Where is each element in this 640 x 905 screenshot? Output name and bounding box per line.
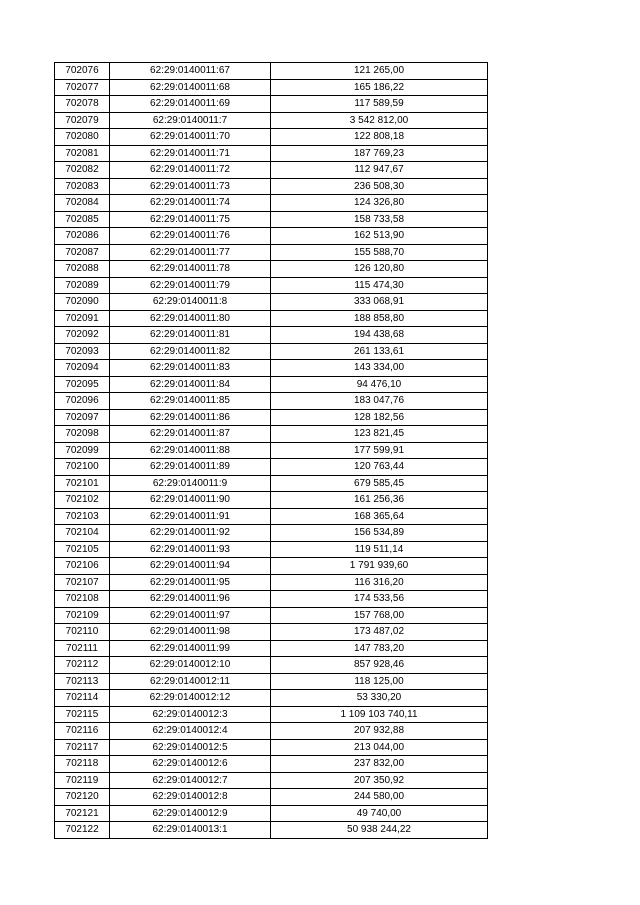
cadastral-number-cell: 62:29:0140011:93 <box>110 541 271 558</box>
cadastral-value-cell: 143 334,00 <box>271 360 488 377</box>
cadastral-value-cell: 236 508,30 <box>271 178 488 195</box>
row-id-cell: 702090 <box>55 294 110 311</box>
cadastral-number-cell: 62:29:0140011:96 <box>110 591 271 608</box>
cadastral-value-cell: 156 534,89 <box>271 525 488 542</box>
table-row <box>55 96 488 113</box>
table-row <box>55 244 488 261</box>
table-row <box>55 426 488 443</box>
row-id-cell: 702089 <box>55 277 110 294</box>
row-id-cell: 702104 <box>55 525 110 542</box>
row-id-cell: 702096 <box>55 393 110 410</box>
cadastral-number-cell: 62:29:0140011:7 <box>110 112 271 129</box>
cadastral-number-cell: 62:29:0140011:97 <box>110 607 271 624</box>
cadastral-value-cell: 183 047,76 <box>271 393 488 410</box>
cadastral-number-cell: 62:29:0140011:74 <box>110 195 271 212</box>
cadastral-number-cell: 62:29:0140012:8 <box>110 789 271 806</box>
row-id-cell: 702098 <box>55 426 110 443</box>
cadastral-number-cell: 62:29:0140011:99 <box>110 640 271 657</box>
table-row <box>55 607 488 624</box>
table-row <box>55 228 488 245</box>
cadastral-number-cell: 62:29:0140012:11 <box>110 673 271 690</box>
table-row <box>55 393 488 410</box>
cadastral-number-cell: 62:29:0140011:82 <box>110 343 271 360</box>
cadastral-value-cell: 115 474,30 <box>271 277 488 294</box>
cadastral-value-cell: 207 350,92 <box>271 772 488 789</box>
cadastral-value-cell: 168 365,64 <box>271 508 488 525</box>
row-id-cell: 702083 <box>55 178 110 195</box>
table-row <box>55 640 488 657</box>
cadastral-number-cell: 62:29:0140011:86 <box>110 409 271 426</box>
cadastral-number-cell: 62:29:0140011:69 <box>110 96 271 113</box>
cadastral-value-cell: 1 791 939,60 <box>271 558 488 575</box>
table-row <box>55 475 488 492</box>
row-id-cell: 702076 <box>55 63 110 80</box>
cadastral-number-cell: 62:29:0140011:83 <box>110 360 271 377</box>
row-id-cell: 702122 <box>55 822 110 839</box>
table-row <box>55 739 488 756</box>
row-id-cell: 702106 <box>55 558 110 575</box>
table-row <box>55 409 488 426</box>
cadastral-value-cell: 237 832,00 <box>271 756 488 773</box>
table-body <box>55 63 488 839</box>
cadastral-number-cell: 62:29:0140011:95 <box>110 574 271 591</box>
row-id-cell: 702092 <box>55 327 110 344</box>
row-id-cell: 702082 <box>55 162 110 179</box>
table-row <box>55 492 488 509</box>
table-row <box>55 591 488 608</box>
row-id-cell: 702107 <box>55 574 110 591</box>
cadastral-value-cell: 158 733,58 <box>271 211 488 228</box>
table-row <box>55 541 488 558</box>
cadastral-number-cell: 62:29:0140011:90 <box>110 492 271 509</box>
cadastral-value-cell: 116 316,20 <box>271 574 488 591</box>
row-id-cell: 702113 <box>55 673 110 690</box>
row-id-cell: 702115 <box>55 706 110 723</box>
row-id-cell: 702099 <box>55 442 110 459</box>
row-id-cell: 702112 <box>55 657 110 674</box>
table-row <box>55 508 488 525</box>
row-id-cell: 702110 <box>55 624 110 641</box>
table-row <box>55 145 488 162</box>
row-id-cell: 702101 <box>55 475 110 492</box>
cadastral-number-cell: 62:29:0140011:76 <box>110 228 271 245</box>
table-row <box>55 343 488 360</box>
table-row <box>55 657 488 674</box>
table-row <box>55 79 488 96</box>
table-row <box>55 723 488 740</box>
cadastral-number-cell: 62:29:0140011:94 <box>110 558 271 575</box>
table-row <box>55 822 488 839</box>
row-id-cell: 702114 <box>55 690 110 707</box>
cadastral-number-cell: 62:29:0140011:85 <box>110 393 271 410</box>
cadastral-value-cell: 117 589,59 <box>271 96 488 113</box>
cadastral-value-cell: 188 858,80 <box>271 310 488 327</box>
cadastral-number-cell: 62:29:0140011:9 <box>110 475 271 492</box>
cadastral-value-cell: 53 330,20 <box>271 690 488 707</box>
cadastral-value-cell: 118 125,00 <box>271 673 488 690</box>
cadastral-value-cell: 161 256,36 <box>271 492 488 509</box>
cadastral-number-cell: 62:29:0140012:9 <box>110 805 271 822</box>
cadastral-value-cell: 174 533,56 <box>271 591 488 608</box>
cadastral-number-cell: 62:29:0140011:77 <box>110 244 271 261</box>
table-row <box>55 360 488 377</box>
cadastral-value-cell: 679 585,45 <box>271 475 488 492</box>
table-row <box>55 211 488 228</box>
cadastral-number-cell: 62:29:0140011:67 <box>110 63 271 80</box>
cadastral-number-cell: 62:29:0140012:6 <box>110 756 271 773</box>
cadastral-value-cell: 128 182,56 <box>271 409 488 426</box>
row-id-cell: 702116 <box>55 723 110 740</box>
cadastral-number-cell: 62:29:0140011:71 <box>110 145 271 162</box>
table-row <box>55 195 488 212</box>
row-id-cell: 702085 <box>55 211 110 228</box>
row-id-cell: 702121 <box>55 805 110 822</box>
row-id-cell: 702103 <box>55 508 110 525</box>
row-id-cell: 702093 <box>55 343 110 360</box>
cadastral-value-cell: 3 542 812,00 <box>271 112 488 129</box>
row-id-cell: 702117 <box>55 739 110 756</box>
cadastral-value-cell: 857 928,46 <box>271 657 488 674</box>
cadastral-value-cell: 162 513,90 <box>271 228 488 245</box>
row-id-cell: 702091 <box>55 310 110 327</box>
table-row <box>55 162 488 179</box>
row-id-cell: 702084 <box>55 195 110 212</box>
row-id-cell: 702080 <box>55 129 110 146</box>
cadastral-value-cell: 187 769,23 <box>271 145 488 162</box>
row-id-cell: 702081 <box>55 145 110 162</box>
table-row <box>55 277 488 294</box>
row-id-cell: 702108 <box>55 591 110 608</box>
cadastral-number-cell: 62:29:0140011:91 <box>110 508 271 525</box>
cadastral-value-cell: 120 763,44 <box>271 459 488 476</box>
cadastral-number-cell: 62:29:0140012:3 <box>110 706 271 723</box>
table-row <box>55 327 488 344</box>
cadastral-value-cell: 165 186,22 <box>271 79 488 96</box>
table-row <box>55 558 488 575</box>
cadastral-number-cell: 62:29:0140011:84 <box>110 376 271 393</box>
table-row <box>55 294 488 311</box>
cadastral-value-cell: 112 947,67 <box>271 162 488 179</box>
cadastral-number-cell: 62:29:0140011:88 <box>110 442 271 459</box>
row-id-cell: 702119 <box>55 772 110 789</box>
table-row <box>55 178 488 195</box>
table-row <box>55 772 488 789</box>
cadastral-number-cell: 62:29:0140013:1 <box>110 822 271 839</box>
table-row <box>55 525 488 542</box>
cadastral-value-cell: 207 932,88 <box>271 723 488 740</box>
cadastral-number-cell: 62:29:0140011:72 <box>110 162 271 179</box>
row-id-cell: 702088 <box>55 261 110 278</box>
cadastral-number-cell: 62:29:0140011:75 <box>110 211 271 228</box>
cadastral-value-cell: 173 487,02 <box>271 624 488 641</box>
cadastral-number-cell: 62:29:0140011:89 <box>110 459 271 476</box>
cadastral-value-table <box>54 62 488 839</box>
table-row <box>55 63 488 80</box>
table-row <box>55 261 488 278</box>
cadastral-value-cell: 244 580,00 <box>271 789 488 806</box>
row-id-cell: 702109 <box>55 607 110 624</box>
cadastral-value-cell: 49 740,00 <box>271 805 488 822</box>
cadastral-value-cell: 157 768,00 <box>271 607 488 624</box>
cadastral-number-cell: 62:29:0140011:81 <box>110 327 271 344</box>
row-id-cell: 702087 <box>55 244 110 261</box>
row-id-cell: 702079 <box>55 112 110 129</box>
cadastral-number-cell: 62:29:0140011:92 <box>110 525 271 542</box>
table-row <box>55 459 488 476</box>
cadastral-value-cell: 50 938 244,22 <box>271 822 488 839</box>
cadastral-value-cell: 123 821,45 <box>271 426 488 443</box>
row-id-cell: 702102 <box>55 492 110 509</box>
cadastral-number-cell: 62:29:0140011:70 <box>110 129 271 146</box>
cadastral-value-cell: 147 783,20 <box>271 640 488 657</box>
cadastral-number-cell: 62:29:0140012:5 <box>110 739 271 756</box>
cadastral-number-cell: 62:29:0140012:12 <box>110 690 271 707</box>
cadastral-value-cell: 119 511,14 <box>271 541 488 558</box>
cadastral-number-cell: 62:29:0140011:73 <box>110 178 271 195</box>
row-id-cell: 702120 <box>55 789 110 806</box>
row-id-cell: 702095 <box>55 376 110 393</box>
cadastral-number-cell: 62:29:0140012:4 <box>110 723 271 740</box>
cadastral-value-cell: 177 599,91 <box>271 442 488 459</box>
table-row <box>55 673 488 690</box>
table-row <box>55 706 488 723</box>
cadastral-number-cell: 62:29:0140011:80 <box>110 310 271 327</box>
table-row <box>55 574 488 591</box>
cadastral-number-cell: 62:29:0140012:10 <box>110 657 271 674</box>
cadastral-value-cell: 126 120,80 <box>271 261 488 278</box>
row-id-cell: 702100 <box>55 459 110 476</box>
table-row <box>55 690 488 707</box>
table-row <box>55 805 488 822</box>
cadastral-number-cell: 62:29:0140012:7 <box>110 772 271 789</box>
row-id-cell: 702118 <box>55 756 110 773</box>
cadastral-number-cell: 62:29:0140011:68 <box>110 79 271 96</box>
cadastral-value-cell: 94 476,10 <box>271 376 488 393</box>
cadastral-value-cell: 194 438,68 <box>271 327 488 344</box>
row-id-cell: 702111 <box>55 640 110 657</box>
cadastral-value-cell: 1 109 103 740,11 <box>271 706 488 723</box>
row-id-cell: 702086 <box>55 228 110 245</box>
table-row <box>55 310 488 327</box>
table-row <box>55 112 488 129</box>
cadastral-number-cell: 62:29:0140011:79 <box>110 277 271 294</box>
row-id-cell: 702105 <box>55 541 110 558</box>
cadastral-value-cell: 121 265,00 <box>271 63 488 80</box>
table-row <box>55 442 488 459</box>
cadastral-number-cell: 62:29:0140011:78 <box>110 261 271 278</box>
cadastral-value-cell: 213 044,00 <box>271 739 488 756</box>
row-id-cell: 702097 <box>55 409 110 426</box>
table-row <box>55 789 488 806</box>
cadastral-value-cell: 261 133,61 <box>271 343 488 360</box>
table-row <box>55 376 488 393</box>
row-id-cell: 702077 <box>55 79 110 96</box>
cadastral-value-cell: 124 326,80 <box>271 195 488 212</box>
cadastral-number-cell: 62:29:0140011:87 <box>110 426 271 443</box>
table-row <box>55 129 488 146</box>
table-row <box>55 756 488 773</box>
cadastral-value-cell: 122 808,18 <box>271 129 488 146</box>
cadastral-value-cell: 333 068,91 <box>271 294 488 311</box>
row-id-cell: 702078 <box>55 96 110 113</box>
cadastral-number-cell: 62:29:0140011:98 <box>110 624 271 641</box>
row-id-cell: 702094 <box>55 360 110 377</box>
cadastral-number-cell: 62:29:0140011:8 <box>110 294 271 311</box>
table-row <box>55 624 488 641</box>
cadastral-value-cell: 155 588,70 <box>271 244 488 261</box>
